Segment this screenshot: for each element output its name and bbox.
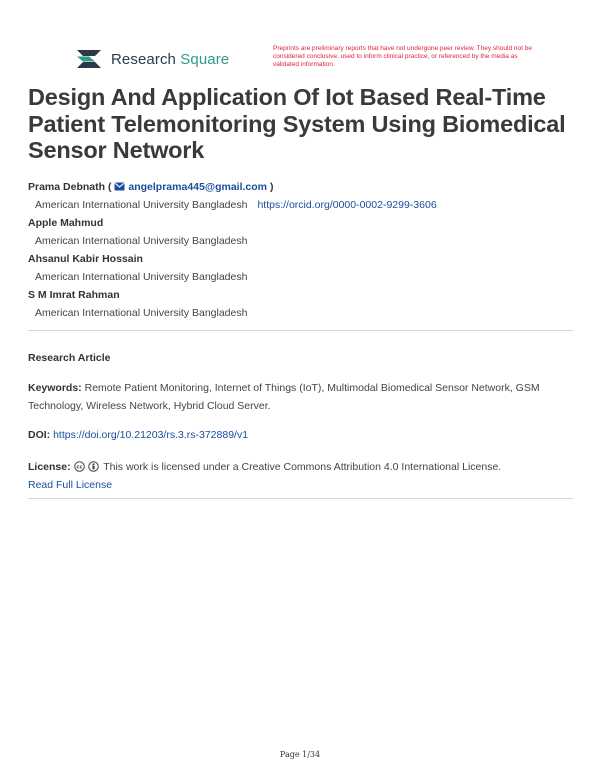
research-square-logo[interactable] (75, 48, 229, 70)
affiliation-text: American International University Bangladesh (35, 199, 248, 211)
author-list (28, 179, 573, 323)
author-affiliation: American International University Bangladesh (35, 307, 248, 319)
author-affiliation: American International University Bangladesh (35, 271, 248, 283)
read-full-license-link[interactable]: Read Full License (28, 479, 113, 491)
author-name (28, 179, 573, 196)
author-name: Apple Mahmud (28, 217, 104, 229)
author-affiliation: American International University Bangladesh (35, 235, 248, 247)
author-email-wrap (108, 181, 273, 193)
keywords-section (28, 379, 573, 415)
license-label: License: (28, 461, 71, 473)
doi-label: DOI: (28, 429, 51, 441)
research-square-logo-icon (75, 48, 103, 70)
orcid-link[interactable]: https://orcid.org/0000-0002-9299-3606 (257, 199, 437, 211)
attribution-icon (88, 461, 99, 472)
author-name-text: Prama Debnath (28, 181, 106, 193)
doi-link[interactable]: https://doi.org/10.21203/rs.3.rs-372889/v1 (53, 429, 249, 441)
author-name: Ahsanul Kabir Hossain (28, 253, 143, 265)
logo-text (111, 51, 229, 68)
divider (28, 498, 573, 499)
email-close-paren: ) (269, 181, 274, 193)
logo-word-research: Research (111, 50, 176, 68)
paper-title: Design And Application Of Iot Based Real-Time Patient Telemonitoring System Using Biomedical Sensor Network (28, 84, 566, 163)
doi-section (28, 429, 248, 441)
creative-commons-icon (74, 461, 85, 472)
article-type: Research Article (28, 352, 111, 364)
logo-word-square: Square (180, 50, 230, 68)
author-name: S M Imrat Rahman (28, 289, 120, 301)
preprint-notice: Preprints are preliminary reports that have not undergone peer review. They should not be considered conclusive, used to inform clinical practice, or referenced by the media as validated information. (273, 45, 532, 68)
envelope-icon (114, 182, 125, 191)
author-email-link[interactable]: angelprama445@gmail.com (128, 181, 268, 193)
divider (28, 330, 573, 331)
license-text: This work is licensed under a Creative Commons Attribution 4.0 International License. (103, 461, 502, 473)
license-section (28, 458, 573, 494)
svg-text:cc: cc (76, 464, 83, 471)
page-number: Page 1/34 (279, 750, 321, 759)
email-open-paren: ( (107, 181, 112, 193)
keywords-label: Keywords: (28, 382, 82, 394)
keywords-text: Remote Patient Monitoring, Internet of Things (IoT), Multimodal Biomedical Sensor Network, GSM Technology, Wireless Network, Hybrid Cloud Server. (28, 382, 540, 412)
author-affiliation (28, 196, 573, 215)
